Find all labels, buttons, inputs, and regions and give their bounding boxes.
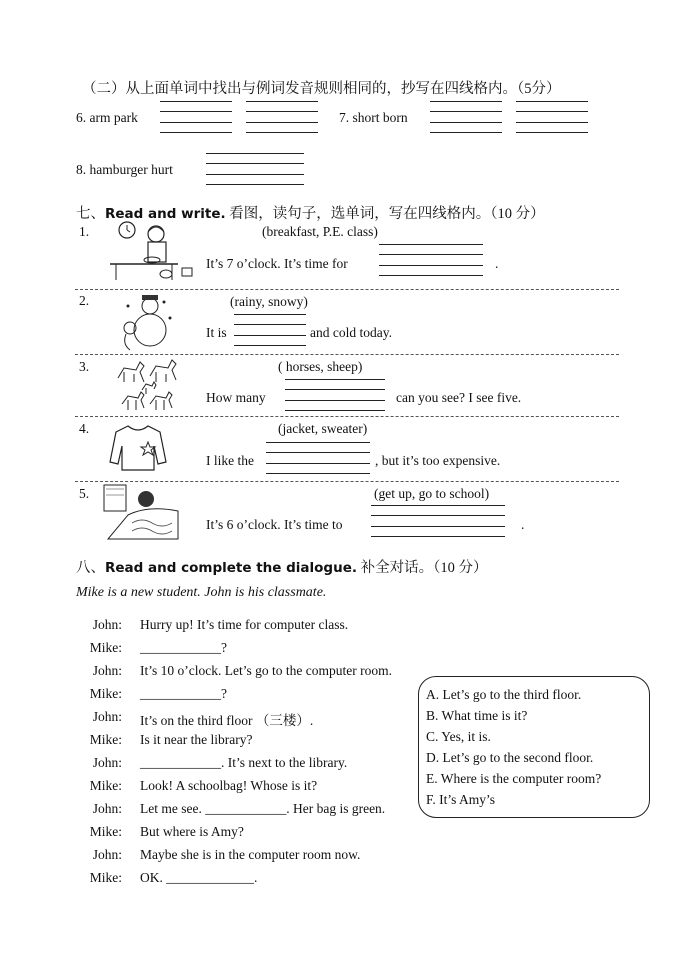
option-e: E. Where is the computer room? [426, 771, 602, 786]
section-2-heading: （二）从上面单词中找出与例词发音规则相同的，抄写在四线格内。（5分） [82, 81, 561, 97]
four-line-grid[interactable] [285, 379, 385, 411]
section-8-heading: 八、Read and complete the dialogue. 补全对话。（10 分） [76, 560, 488, 576]
word-options: (get up, go to school) [374, 486, 490, 501]
question-6-label: 6. arm park [76, 110, 138, 125]
item-number: 4. [79, 421, 90, 436]
sentence-part: I like the [206, 453, 254, 468]
option-a: A. Let’s go to the third floor. [426, 687, 582, 702]
four-line-grid[interactable] [234, 314, 306, 346]
four-line-grid[interactable] [246, 101, 318, 133]
girl-in-bed-image [102, 483, 182, 543]
option-b: B. What time is it? [426, 708, 528, 723]
question-7-label: 7. short born [339, 110, 408, 125]
item-number: 2. [79, 293, 90, 308]
sentence-end: , but it’s too expensive. [375, 453, 501, 468]
sentence-part: It is [206, 325, 227, 340]
speaker: John: [92, 617, 122, 632]
sentence-end: . [495, 256, 499, 271]
dialogue-blank[interactable]: Let me see. ____________. Her bag is green. [140, 801, 386, 816]
sentence-part: It’s 7 o’clock. It’s time for [206, 256, 348, 271]
speaker: John: [92, 709, 122, 724]
question-8-label: 8. hamburger hurt [76, 162, 173, 177]
dialogue-line: Maybe she is in the computer room now. [140, 847, 361, 862]
snowman-image [120, 294, 176, 352]
dashed-divider [75, 289, 619, 290]
word-options: (breakfast, P.E. class) [262, 224, 378, 239]
four-line-grid[interactable] [430, 101, 502, 133]
dashed-divider [75, 416, 619, 417]
dialogue-line: Is it near the library? [140, 732, 253, 747]
dialogue-line: It’s on the third floor （三楼）. [140, 713, 314, 728]
four-line-grid[interactable] [160, 101, 232, 133]
boy-eating-breakfast-image [108, 220, 196, 282]
sentence-end: . [521, 517, 525, 532]
dialogue-blank[interactable]: ____________? [140, 686, 227, 701]
speaker: John: [92, 847, 122, 862]
option-f: F. It’s Amy’s [426, 792, 496, 807]
sentence-part: It’s 6 o’clock. It’s time to [206, 517, 343, 532]
dialogue-line: But where is Amy? [140, 824, 244, 839]
option-c: C. Yes, it is. [426, 729, 491, 744]
dialogue-blank[interactable]: OK. _____________. [140, 870, 258, 885]
dialogue-blank[interactable]: ____________. It’s next to the library. [140, 755, 348, 770]
dialogue-line: It’s 10 o’clock. Let’s go to the computer room. [140, 663, 392, 678]
speaker: Mike: [89, 686, 122, 701]
section-7-heading: 七、Read and write. 看图，读句子，选单词，写在四线格内。（10 分） [76, 206, 545, 222]
four-line-grid[interactable] [516, 101, 588, 133]
sentence-end: can you see? I see five. [396, 390, 522, 405]
four-line-grid[interactable] [371, 505, 505, 537]
speaker: John: [92, 801, 122, 816]
sentence-part: How many [206, 390, 266, 405]
word-options: (jacket, sweater) [278, 421, 368, 436]
speaker: Mike: [89, 778, 122, 793]
speaker: Mike: [89, 640, 122, 655]
item-number: 5. [79, 486, 90, 501]
item-number: 1. [79, 224, 90, 239]
four-line-grid[interactable] [379, 244, 483, 276]
dialogue-line: Hurry up! It’s time for computer class. [140, 617, 349, 632]
dialogue-blank[interactable]: ____________? [140, 640, 227, 655]
dashed-divider [75, 354, 619, 355]
dashed-divider [75, 481, 619, 482]
sentence-end: and cold today. [310, 325, 392, 340]
speaker: Mike: [89, 732, 122, 747]
speaker: Mike: [89, 870, 122, 885]
speaker: John: [92, 755, 122, 770]
four-line-grid[interactable] [266, 442, 370, 474]
horses-image [114, 356, 180, 414]
sweater-image [108, 424, 168, 472]
item-number: 3. [79, 359, 90, 374]
word-options: (rainy, snowy) [230, 294, 308, 309]
option-d: D. Let’s go to the second floor. [426, 750, 594, 765]
dialogue-intro: Mike is a new student. John is his classmate. [76, 585, 327, 600]
speaker: John: [92, 663, 122, 678]
four-line-grid[interactable] [206, 153, 304, 185]
word-options: ( horses, sheep) [278, 359, 363, 374]
speaker: Mike: [89, 824, 122, 839]
dialogue-line: Look! A schoolbag! Whose is it? [140, 778, 318, 793]
